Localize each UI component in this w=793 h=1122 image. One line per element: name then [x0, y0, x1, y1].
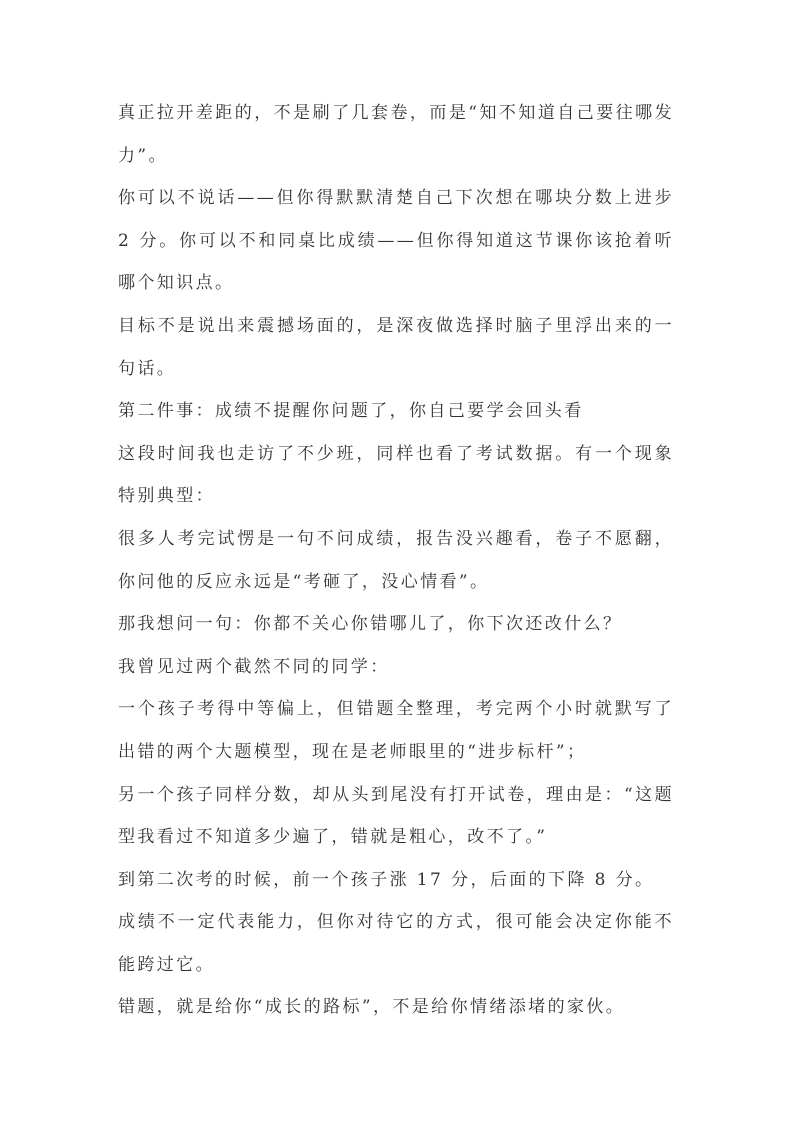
paragraph: 成绩不一定代表能力，但你对待它的方式，很可能会决定你能不能跨过它。 [118, 912, 674, 975]
paragraph-subheading: 第二件事：成绩不提醒你问题了，你自己要学会回头看 [118, 401, 584, 422]
paragraph: 另一个孩子同样分数，却从头到尾没有打开试卷，理由是：“这题型我看过不知道多少遍了，错就是粗心，改不了。” [118, 784, 674, 848]
paragraph: 一个孩子考得中等偏上，但错题全整理，考完两个小时就默写了出错的两个大题模型，现在是老师眼里的“进步标杆”； [118, 699, 674, 762]
paragraph: 这段时间我也走访了不少班，同样也看了考试数据。有一个现象特别典型： [118, 443, 674, 507]
paragraph: 目标不是说出来震撼场面的，是深夜做选择时脑子里浮出来的一句话。 [118, 315, 674, 379]
paragraph: 我曾见过两个截然不同的同学： [118, 656, 390, 677]
document-body-text [118, 92, 674, 1029]
paragraph: 错题，就是给你“成长的路标”，不是给你情绪添堵的家伙。 [118, 997, 626, 1018]
paragraph: 很多人考完试愣是一句不问成绩，报告没兴趣看，卷子不愿翻，你问他的反应永远是“考砸了，没心情看”。 [118, 528, 674, 592]
paragraph: 你可以不说话——但你得默默清楚自己下次想在哪块分数上进步 2 分。你可以不和同桌比成绩——但你得知道这节课你该抢着听哪个知识点。 [118, 188, 674, 294]
paragraph: 那我想问一句：你都不关心你错哪儿了，你下次还改什么？ [118, 614, 623, 635]
paragraph: 真正拉开差距的，不是刷了几套卷，而是“知不知道自己要往哪发力”。 [118, 103, 674, 166]
paragraph: 到第二次考的时候，前一个孩子涨 17 分，后面的下降 8 分。 [118, 869, 655, 890]
